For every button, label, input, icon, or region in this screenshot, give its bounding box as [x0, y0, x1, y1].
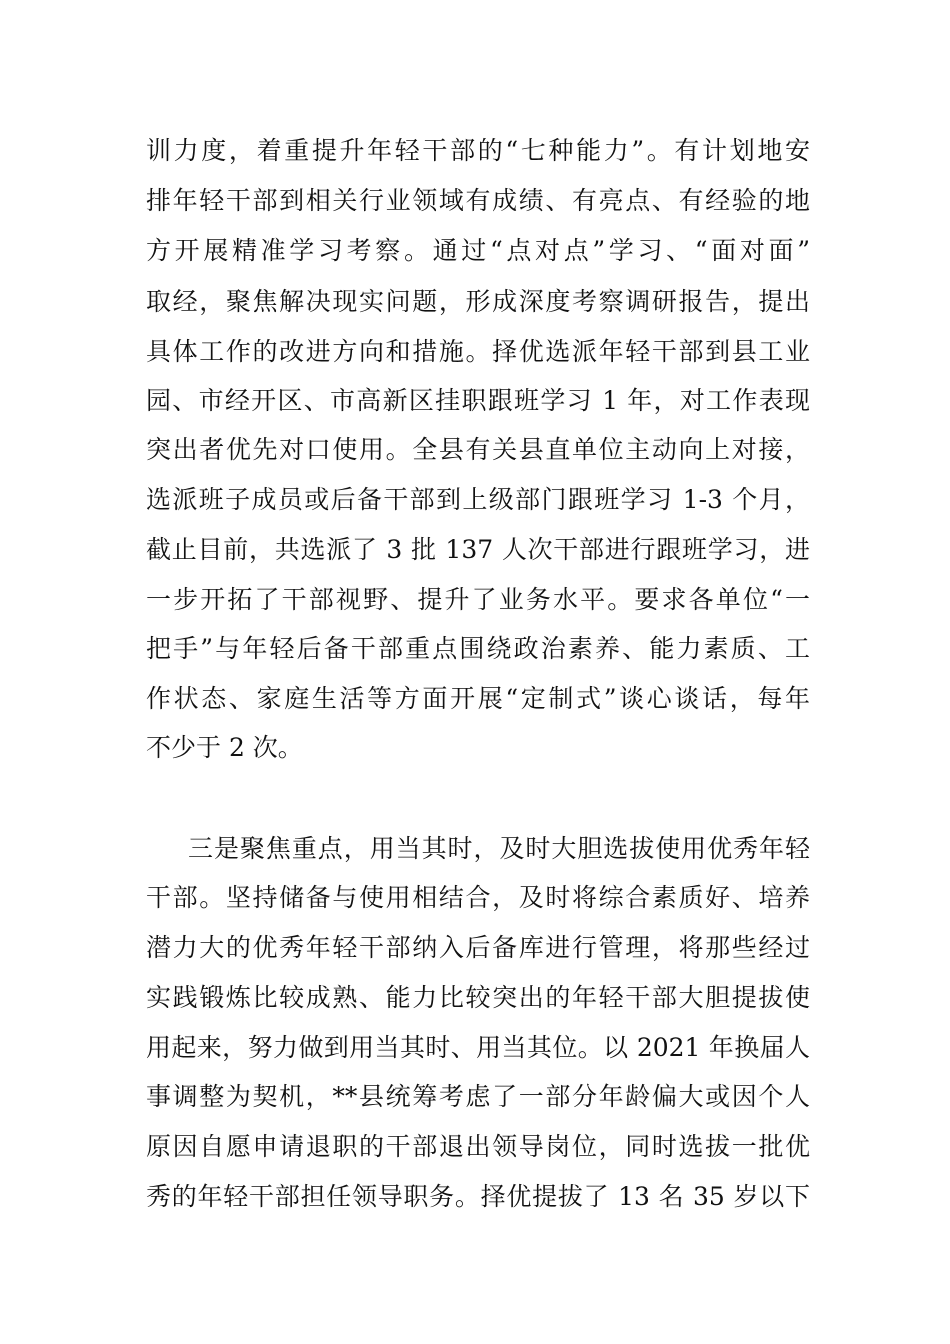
text-line: 突出者优先对口使用。全县有关县直单位主动向上对接，: [146, 435, 810, 464]
text-line: 秀的年轻干部担任领导职务。择优提拔了 13 名 35 岁以下: [146, 1182, 810, 1211]
text-line: 三是聚焦重点，用当其时，及时大胆选拔使用优秀年轻: [188, 834, 810, 863]
text-line: 取经，聚焦解决现实问题，形成深度考察调研报告，提出: [146, 287, 810, 316]
text-line: 原因自愿申请退职的干部退出领导岗位，同时选拔一批优: [146, 1132, 810, 1161]
text-line: 事调整为契机，**县统筹考虑了一部分年龄偏大或因个人: [146, 1082, 810, 1111]
text-line: 干部。坚持储备与使用相结合，及时将综合素质好、培养: [146, 883, 810, 912]
text-line: 把手”与年轻后备干部重点围绕政治素养、能力素质、工: [146, 634, 810, 663]
text-line: 选派班子成员或后备干部到上级部门跟班学习 1-3 个月，: [146, 485, 810, 514]
text-line: 截止目前，共选派了 3 批 137 人次干部进行跟班学习，进: [146, 535, 810, 564]
text-line: 实践锻炼比较成熟、能力比较突出的年轻干部大胆提拔使: [146, 983, 810, 1012]
text-line: 方开展精准学习考察。通过“点对点”学习、“面对面”: [146, 236, 810, 265]
text-line: 用起来，努力做到用当其时、用当其位。以 2021 年换届人: [146, 1033, 810, 1062]
text-line: 作状态、家庭生活等方面开展“定制式”谈心谈话，每年: [146, 684, 810, 713]
text-line: 潜力大的优秀年轻干部纳入后备库进行管理，将那些经过: [146, 933, 810, 962]
text-line: 具体工作的改进方向和措施。择优选派年轻干部到县工业: [146, 337, 810, 366]
text-line: 园、市经开区、市高新区挂职跟班学习 1 年，对工作表现: [146, 386, 810, 415]
text-line: 训力度，着重提升年轻干部的“七种能力”。有计划地安: [146, 136, 810, 165]
text-line: 不少于 2 次。: [146, 733, 303, 762]
text-line: 排年轻干部到相关行业领域有成绩、有亮点、有经验的地: [146, 186, 810, 215]
text-line: 一步开拓了干部视野、提升了业务水平。要求各单位“一: [146, 585, 810, 614]
